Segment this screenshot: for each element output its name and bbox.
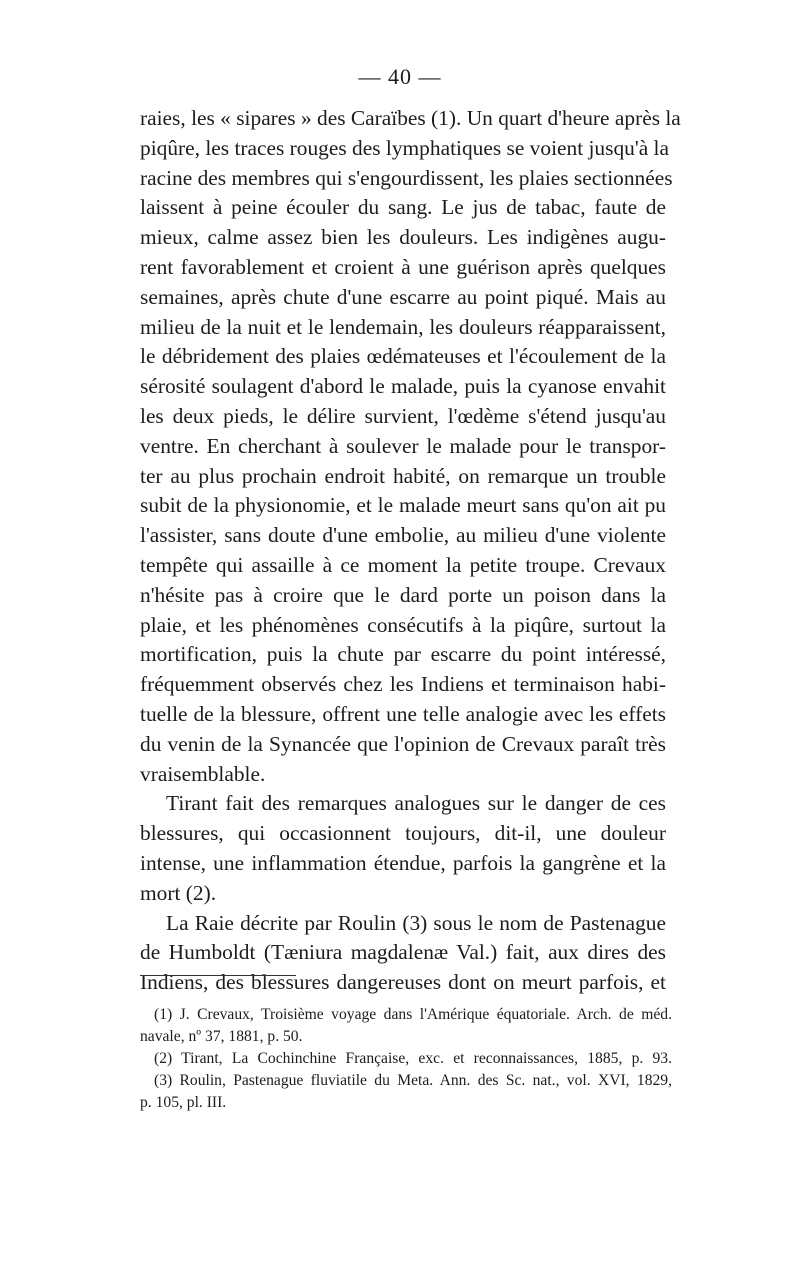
footnote-line: (3) Roulin, Pastenague fluviatile du Meta. Ann. des Sc. nat., vol. XVI, 1829, — [154, 1072, 672, 1089]
body-text — [140, 104, 681, 998]
text-line: le débridement des plaies œdémateuses et l'écoulement de la — [140, 344, 666, 369]
text-line: intense, une inflammation étendue, parfois la gangrène et la — [140, 850, 666, 875]
text-line: semaines, après chute d'une escarre au point piqué. Mais au — [140, 284, 666, 309]
footnote-line: (2) Tirant, La Cochinchine Française, exc. et reconnaissances, 1885, p. 93. — [154, 1050, 672, 1067]
footnote-line: (1) J. Crevaux, Troisième voyage dans l'Amérique équatoriale. Arch. de méd. — [154, 1006, 672, 1023]
text-line: piqûre, les traces rouges des lymphatiques se voient jusqu'à la — [140, 135, 669, 160]
text-line: blessures, qui occasionnent toujours, dit-il, une douleur — [140, 821, 666, 846]
text-line: n'hésite pas à croire que le dard porte un poison dans la — [140, 582, 666, 607]
footnotes — [140, 1004, 672, 1114]
text-line: mortification, puis la chute par escarre du point intéressé, — [140, 642, 666, 667]
text-line: du venin de la Synancée que l'opinion de Crevaux paraît très — [140, 731, 666, 756]
text-line: ter au plus prochain endroit habité, on remarque un trouble — [140, 463, 666, 488]
page-number: — 40 — — [358, 64, 442, 89]
text-line: rent favorablement et croient à une guérison après quelques — [140, 254, 666, 279]
text-line: sérosité soulagent d'abord le malade, puis la cyanose envahit — [140, 374, 666, 399]
text-line: Indiens, des blessures dangereuses dont on meurt parfois, et — [140, 970, 666, 995]
text-line: racine des membres qui s'engourdissent, les plaies sectionnées — [140, 165, 673, 190]
text-line: laissent à peine écouler du sang. Le jus de tabac, faute de — [140, 195, 666, 220]
text-line: tempête qui assaille à ce moment la petite troupe. Crevaux — [140, 552, 666, 577]
text-line: Tirant fait des remarques analogues sur le danger de ces — [166, 791, 666, 816]
text-line: mieux, calme assez bien les douleurs. Les indigènes augu- — [140, 225, 666, 250]
footnote-line: navale, nº 37, 1881, p. 50. — [140, 1028, 303, 1045]
footnote-divider — [140, 975, 296, 976]
text-line: fréquemment observés chez les Indiens et terminaison habi- — [140, 672, 666, 697]
text-line: raies, les « sipares » des Caraïbes (1). Un quart d'heure après la — [140, 106, 681, 130]
text-line: mort (2). — [140, 880, 217, 905]
text-line: ventre. En cherchant à soulever le malade pour le transpor- — [140, 433, 666, 458]
text-line: milieu de la nuit et le lendemain, les douleurs réapparaissent, — [140, 314, 666, 339]
text-line: tuelle de la blessure, offrent une telle analogie avec les effets — [140, 701, 666, 726]
text-line: vraisemblable. — [140, 761, 266, 786]
text-line: les deux pieds, le délire survient, l'œdème s'étend jusqu'au — [140, 403, 666, 428]
footnote-line: p. 105, pl. III. — [140, 1094, 227, 1111]
text-line: subit de la physionomie, et le malade meurt sans qu'on ait pu — [140, 493, 666, 518]
text-line: de Humboldt (Tæniura magdalenæ Val.) fait, aux dires des — [140, 940, 666, 965]
text-line: plaie, et les phénomènes consécutifs à la piqûre, surtout la — [140, 612, 666, 637]
text-line: La Raie décrite par Roulin (3) sous le nom de Pastenague — [166, 910, 666, 935]
text-line: l'assister, sans doute d'une embolie, au milieu d'une violente — [140, 523, 666, 548]
